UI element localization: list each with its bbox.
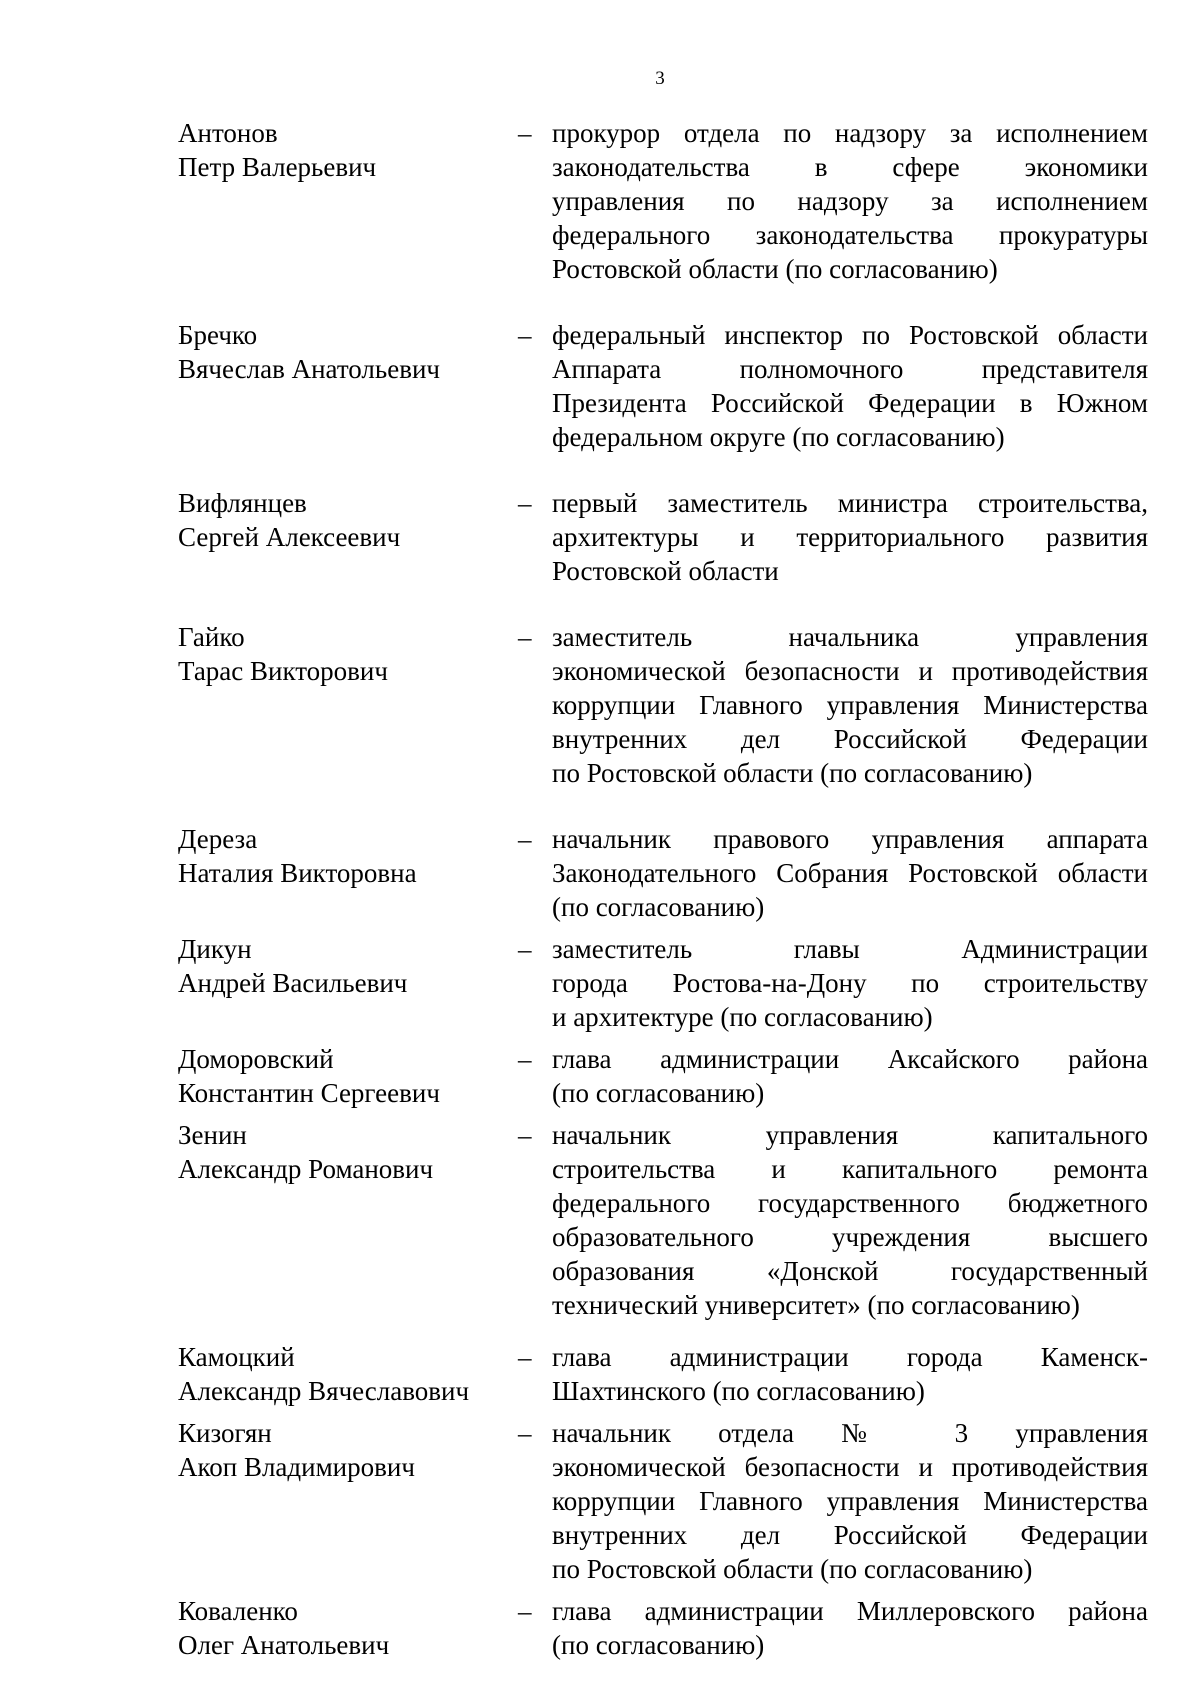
list-item (178, 1118, 1148, 1322)
person-name (178, 822, 518, 924)
surname: Бречко (178, 320, 258, 350)
surname: Вифлянцев (178, 488, 307, 518)
given-name: Александр Романович (178, 1154, 434, 1184)
position-line: и архитектуре (по согласованию) (552, 1002, 933, 1032)
surname: Доморовский (178, 1044, 334, 1074)
position-line: Ростовской области (по согласованию) (552, 254, 998, 284)
position-line: заместитель начальника управления (552, 622, 1148, 652)
position-description (552, 318, 1148, 454)
surname: Камоцкий (178, 1342, 295, 1372)
position-description (552, 116, 1148, 286)
position-description (552, 822, 1148, 924)
given-name: Акоп Владимирович (178, 1452, 415, 1482)
person-name (178, 932, 518, 1034)
person-name (178, 318, 518, 454)
position-line: законодательства в сфере экономики (552, 152, 1148, 182)
dash: – (518, 824, 532, 854)
position-description (552, 932, 1148, 1034)
given-name: Константин Сергеевич (178, 1078, 440, 1108)
list-item (178, 486, 1148, 588)
position-line: заместитель главы Администрации (552, 934, 1148, 964)
position-description (552, 1594, 1148, 1662)
person-name (178, 486, 518, 588)
position-line: первый заместитель министра строительства, (552, 488, 1148, 518)
list-item (178, 1042, 1148, 1110)
position-line: федерального государственного бюджетного (552, 1188, 1148, 1218)
given-name: Тарас Викторович (178, 656, 388, 686)
position-description (552, 1042, 1148, 1110)
member-roster (178, 116, 1148, 1662)
given-name: Олег Анатольевич (178, 1630, 390, 1660)
given-name: Александр Вячеславович (178, 1376, 470, 1406)
position-line: Законодательного Собрания Ростовской области (552, 858, 1148, 888)
position-line: федеральный инспектор по Ростовской области (552, 320, 1148, 350)
list-item (178, 1594, 1148, 1662)
dash: – (518, 488, 532, 518)
person-name (178, 1340, 518, 1408)
position-line: федерального законодательства прокуратуры (552, 220, 1148, 250)
position-line: по Ростовской области (по согласованию) (552, 1554, 1033, 1584)
list-item (178, 822, 1148, 924)
person-name (178, 1118, 518, 1322)
list-item (178, 1340, 1148, 1408)
position-line: глава администрации Миллеровского района (552, 1596, 1148, 1626)
person-name (178, 620, 518, 790)
position-line: управления по надзору за исполнением (552, 186, 1148, 216)
person-name (178, 1594, 518, 1662)
person-name (178, 116, 518, 286)
position-line: (по согласованию) (552, 1078, 765, 1108)
position-line: внутренних дел Российской Федерации (552, 1520, 1148, 1550)
position-line: Шахтинского (по согласованию) (552, 1376, 925, 1406)
dash: – (518, 1342, 532, 1372)
given-name: Петр Валерьевич (178, 152, 377, 182)
position-line: начальник отдела № 3 управления (552, 1418, 1148, 1448)
given-name: Андрей Васильевич (178, 968, 408, 998)
position-line: Президента Российской Федерации в Южном (552, 388, 1148, 418)
position-description (552, 620, 1148, 790)
position-line: образовательного учреждения высшего (552, 1222, 1148, 1252)
dash: – (518, 1418, 532, 1448)
person-name (178, 1416, 518, 1586)
position-line: Ростовской области (552, 556, 779, 586)
position-line: глава администрации Аксайского района (552, 1044, 1148, 1074)
dash: – (518, 622, 532, 652)
position-line: строительства и капитального ремонта (552, 1154, 1148, 1184)
given-name: Сергей Алексеевич (178, 522, 401, 552)
dash: – (518, 1044, 532, 1074)
position-line: (по согласованию) (552, 1630, 765, 1660)
surname: Дереза (178, 824, 258, 854)
position-line: начальник управления капитального (552, 1120, 1148, 1150)
position-description (552, 1340, 1148, 1408)
surname: Антонов (178, 118, 278, 148)
position-line: глава администрации города Каменск- (552, 1342, 1148, 1372)
position-line: экономической безопасности и противодействия (552, 1452, 1148, 1482)
list-item (178, 620, 1148, 790)
position-line: (по согласованию) (552, 892, 765, 922)
position-line: экономической безопасности и противодействия (552, 656, 1148, 686)
position-line: коррупции Главного управления Министерства (552, 690, 1148, 720)
dash: – (518, 118, 532, 148)
position-line: Аппарата полномочного представителя (552, 354, 1148, 384)
page-number: 3 (655, 68, 665, 89)
position-line: прокурор отдела по надзору за исполнением (552, 118, 1148, 148)
position-line: архитектуры и территориального развития (552, 522, 1148, 552)
position-description (552, 486, 1148, 588)
dash: – (518, 1596, 532, 1626)
dash: – (518, 320, 532, 350)
dash: – (518, 934, 532, 964)
surname: Дикун (178, 934, 252, 964)
dash: – (518, 1120, 532, 1150)
position-line: по Ростовской области (по согласованию) (552, 758, 1033, 788)
position-description (552, 1118, 1148, 1322)
position-line: города Ростова-на-Дону по строительству (552, 968, 1148, 998)
list-item (178, 318, 1148, 454)
position-line: федеральном округе (по согласованию) (552, 422, 1005, 452)
position-line: внутренних дел Российской Федерации (552, 724, 1148, 754)
position-description (552, 1416, 1148, 1586)
surname: Гайко (178, 622, 245, 652)
list-item (178, 116, 1148, 286)
given-name: Вячеслав Анатольевич (178, 354, 440, 384)
list-item (178, 1416, 1148, 1586)
position-line: коррупции Главного управления Министерства (552, 1486, 1148, 1516)
position-line: начальник правового управления аппарата (552, 824, 1148, 854)
surname: Коваленко (178, 1596, 298, 1626)
surname: Зенин (178, 1120, 247, 1150)
person-name (178, 1042, 518, 1110)
position-line: образования «Донской государственный (552, 1256, 1148, 1286)
surname: Кизогян (178, 1418, 272, 1448)
position-line: технический университет» (по согласованию) (552, 1290, 1080, 1320)
given-name: Наталия Викторовна (178, 858, 417, 888)
list-item (178, 932, 1148, 1034)
